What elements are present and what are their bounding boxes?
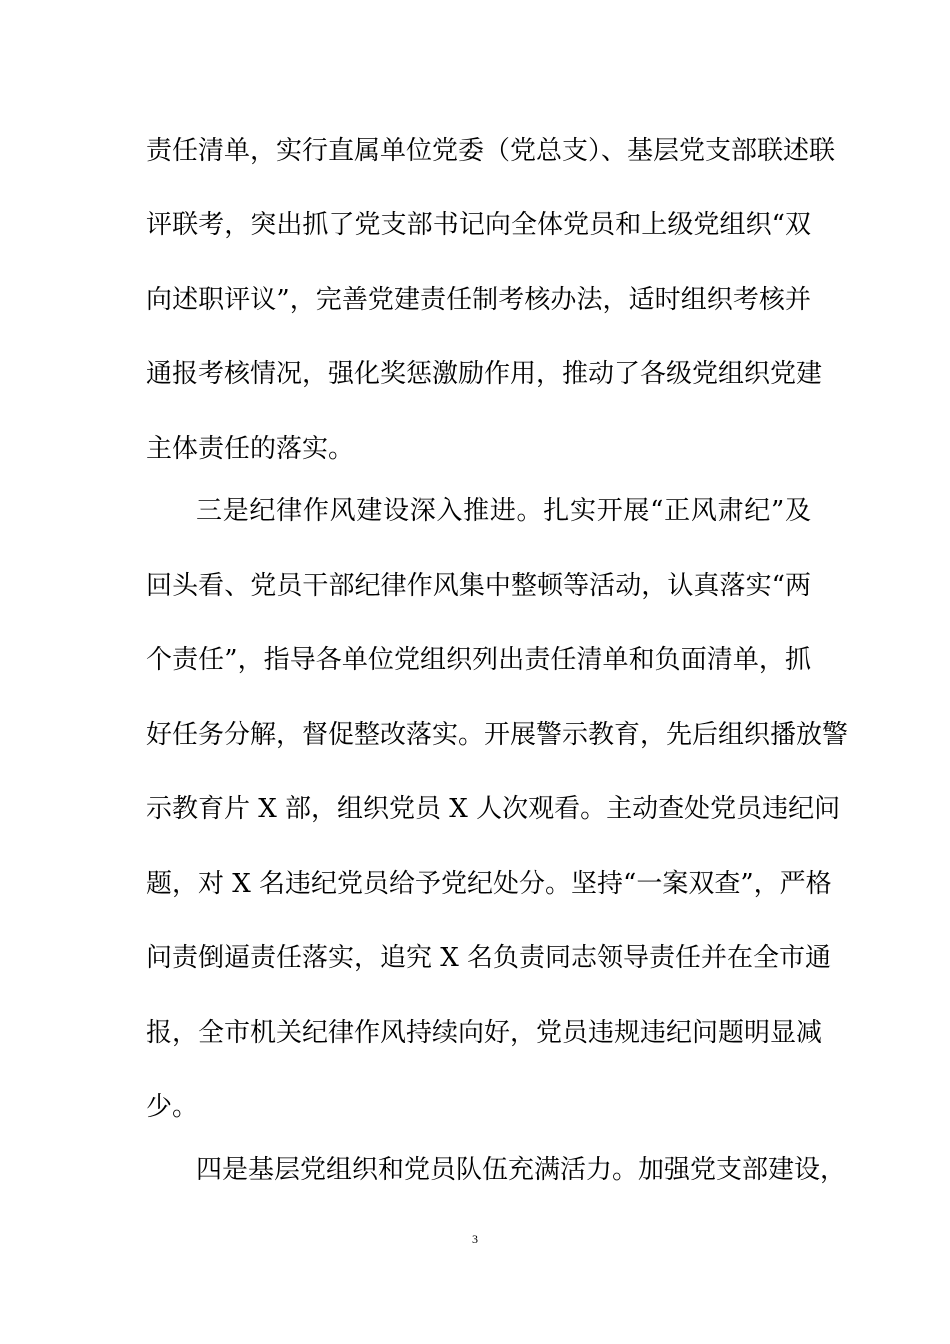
text-line: 主体责任的落实。: [146, 434, 355, 464]
text-line: 个责任”，指导各单位党组织列出责任清单和负面清单，抓: [146, 645, 811, 675]
text-line: 通报考核情况，强化奖惩激励作用，推动了各级党组织党建: [146, 359, 823, 389]
page-number: 3: [472, 1232, 478, 1246]
text-line: 向述职评议”，完善党建责任制考核办法，适时组织考核并: [146, 285, 811, 315]
text-line: 好任务分解，督促整改落实。开展警示教育，先后组织播放警: [146, 720, 849, 750]
text-line: 回头看、党员干部纪律作风集中整顿等活动，认真落实“两: [146, 571, 811, 601]
text-line: 报，全市机关纪律作风持续向好，党员违规违纪问题明显减: [146, 1018, 823, 1048]
text-line: 示教育片 X 部，组织党员 X 人次观看。主动查处党员违纪问: [146, 794, 841, 824]
text-line: 责任清单，实行直属单位党委（党总支）、基层党支部联述联: [146, 136, 836, 166]
text-line: 问责倒逼责任落实，追究 X 名负责同志领导责任并在全市通: [146, 943, 832, 973]
text-line: 题，对 X 名违纪党员给予党纪处分。坚持“一案双查”，严格: [146, 869, 832, 899]
text-line: 评联考，突出抓了党支部书记向全体党员和上级党组织“双: [146, 210, 811, 240]
paragraph-start-line: 三是纪律作风建设深入推进。扎实开展“正风肃纪”及: [196, 496, 811, 526]
paragraph-start-line: 四是基层党组织和党员队伍充满活力。加强党支部建设，: [196, 1155, 847, 1185]
text-line: 少。: [146, 1092, 199, 1122]
